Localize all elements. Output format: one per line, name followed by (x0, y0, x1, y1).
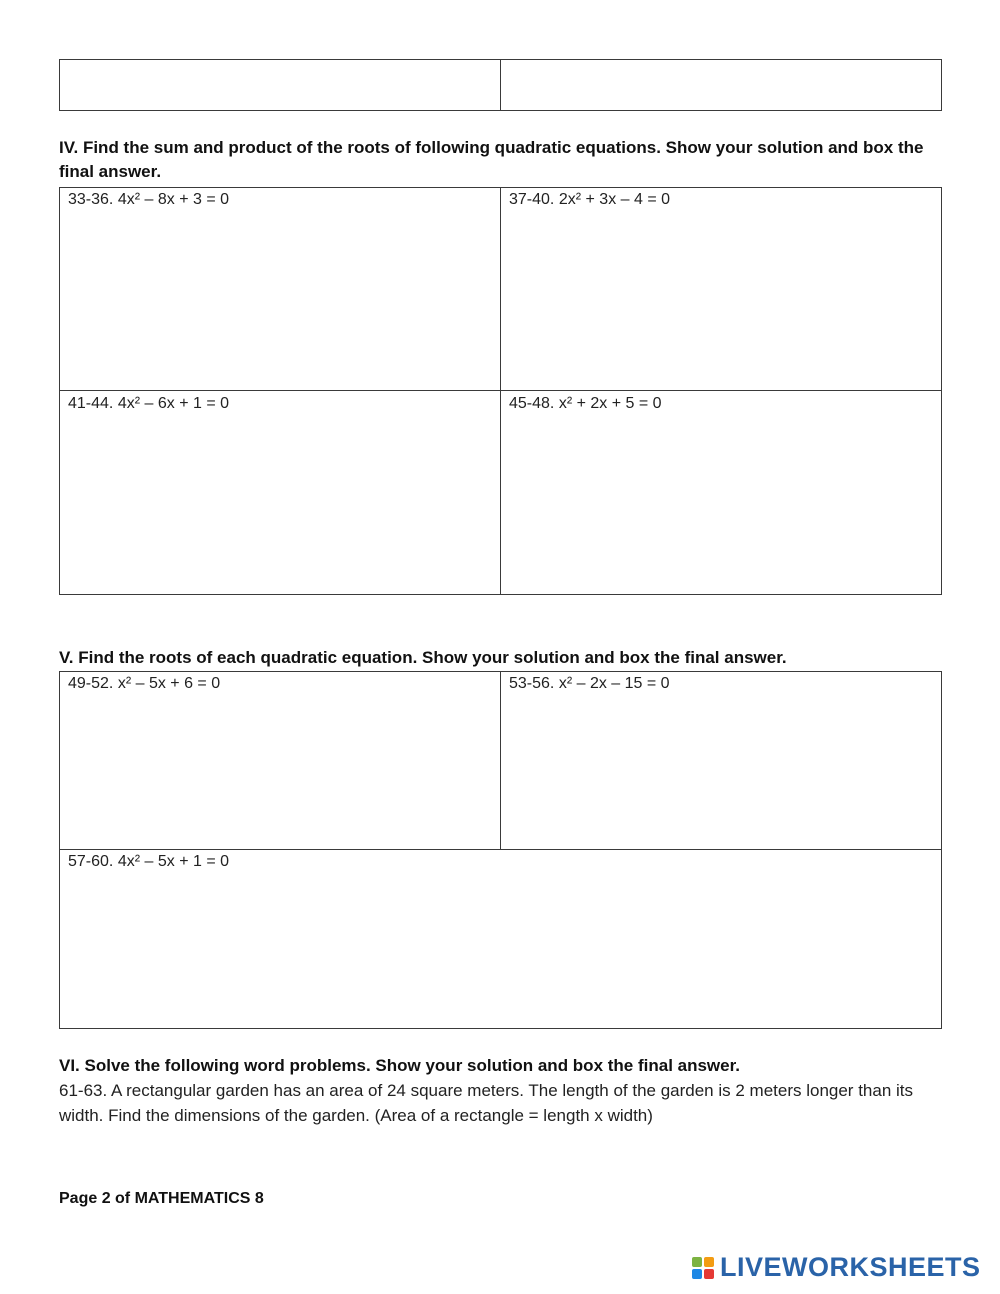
answer-cell-41-44[interactable] (68, 394, 493, 414)
equation: 2x² + 3x – 4 = 0 (558, 191, 671, 208)
answer-cell-57-60[interactable] (68, 852, 928, 872)
logo-text: LIVEWORKSHEETS (720, 1252, 981, 1282)
item-number: 45-48. (509, 395, 555, 412)
section-iv-heading: IV. Find the sum and product of the roots of following quadratic equations. Show your solution and box the final answer. (59, 138, 924, 181)
equation: 4x² – 5x + 1 = 0 (117, 853, 230, 870)
answer-cell-45-48[interactable] (509, 394, 934, 414)
answer-cell-37-40[interactable] (509, 190, 934, 210)
equation: x² – 5x + 6 = 0 (117, 675, 221, 692)
item-number: 57-60. (68, 853, 114, 870)
equation: x² + 2x + 5 = 0 (558, 395, 662, 412)
item-number: 37-40. (509, 191, 555, 208)
section-iv-vertical-divider (500, 187, 501, 595)
section-v-horizontal-divider (59, 849, 942, 850)
section-v-heading: V. Find the roots of each quadratic equation. Show your solution and box the final answer. (59, 648, 787, 667)
liveworksheets-logo (692, 1252, 981, 1283)
previous-table-divider (500, 59, 501, 111)
section-v-vertical-divider (500, 671, 501, 850)
answer-cell-53-56[interactable] (509, 674, 934, 694)
liveworksheets-logo-icon (692, 1257, 714, 1279)
equation: 4x² – 6x + 1 = 0 (117, 395, 230, 412)
equation: 4x² – 8x + 3 = 0 (117, 191, 230, 208)
word-problem-61-63: 61-63. A rectangular garden has an area of 24 square meters. The length of the garden is 2 meters longer than its width. Find the dimensions of the garden. (Area of a rectangle = length x width) (59, 1081, 914, 1125)
section-vi-heading: VI. Solve the following word problems. Show your solution and box the final answer. (59, 1056, 741, 1075)
equation: x² – 2x – 15 = 0 (558, 675, 670, 692)
item-number: 33-36. (68, 191, 114, 208)
item-number: 41-44. (68, 395, 114, 412)
section-iv-horizontal-divider (59, 390, 942, 391)
item-number: 49-52. (68, 675, 114, 692)
item-number: 53-56. (509, 675, 555, 692)
answer-cell-33-36[interactable] (68, 190, 493, 210)
page-footer: Page 2 of MATHEMATICS 8 (59, 1190, 264, 1207)
answer-cell-49-52[interactable] (68, 674, 493, 694)
